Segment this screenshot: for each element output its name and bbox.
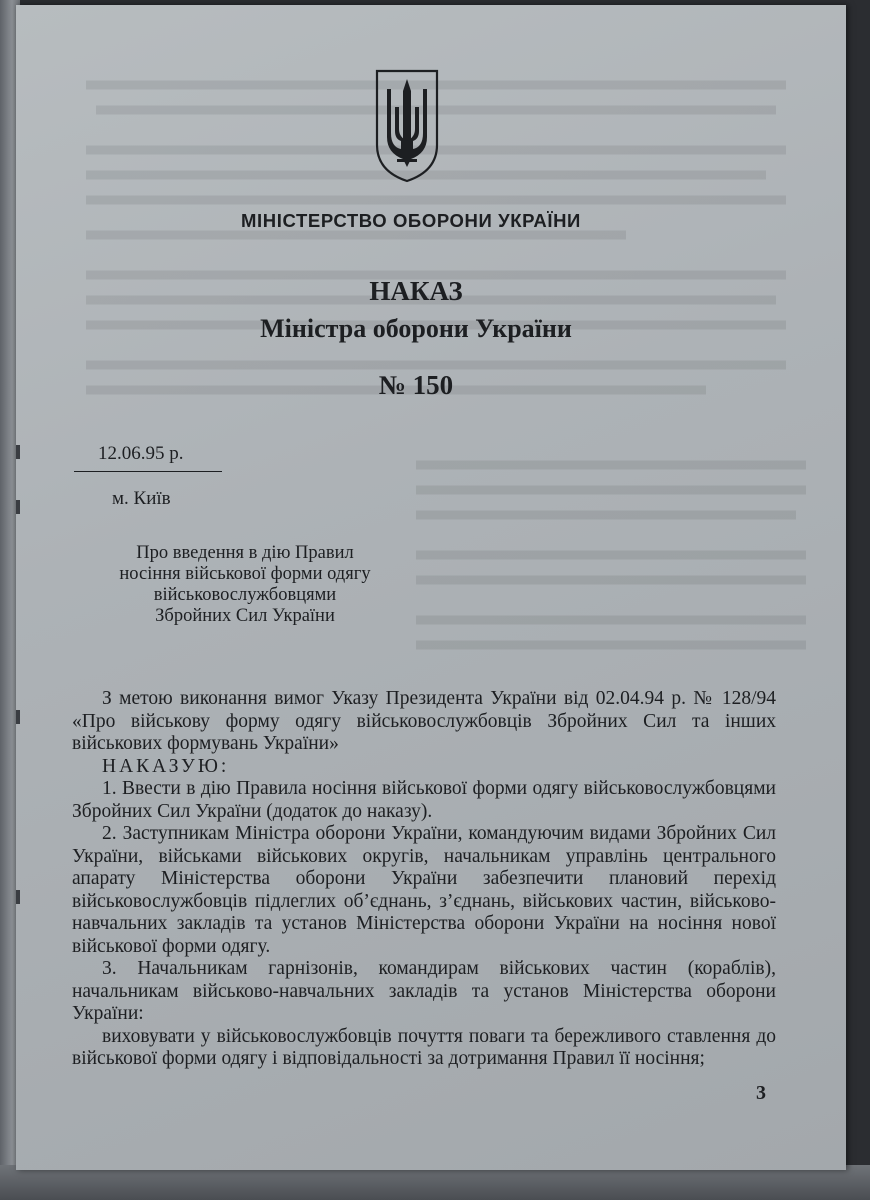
document-page [16, 5, 846, 1170]
item-1: 1. Ввести в дію Правила носіння військової форми одягу військовослужбовцями Збройних Сил України (додаток до наказу). [72, 778, 776, 822]
page-number: 3 [756, 1082, 766, 1104]
order-city: м. Київ [112, 488, 171, 509]
item-3: 3. Начальникам гарнізонів, командирам військових частин (кораблів), начальникам військово-навчальних закладів та установ Міністерства оборони України: [72, 958, 776, 1024]
order-date: 12.06.95 р. [98, 443, 184, 464]
page-edge-mark [16, 445, 20, 459]
order-subject [80, 543, 410, 627]
intro-paragraph: З метою виконання вимог Указу Президента України від 02.04.94 р. № 128/94 «Про військову форму одягу військовослужбовців Збройних Сил та інших військових формувань України» [72, 688, 776, 754]
ministry-heading: МІНІСТЕРСТВО ОБОРОНИ УКРАЇНИ [241, 210, 581, 231]
subject-line: носіння військової форми одягу [119, 564, 371, 584]
date-underline [74, 471, 222, 472]
order-word: НАКАЗУЮ: [102, 755, 230, 777]
page-edge-mark [16, 890, 20, 904]
page-edge-mark [16, 710, 20, 724]
order-body [72, 688, 776, 1071]
subject-line: Про введення в дію Правил [136, 543, 354, 563]
page-edge-mark [16, 500, 20, 514]
subject-line: Збройних Сил України [155, 606, 335, 626]
item-2: 2. Заступникам Міністра оборони України, командуючим видами Збройних Сил України, військами військових округів, начальникам управлінь центрального апарату Міністерства оборони України забезпечити плановий перехід військовослужбовців підлеглих об’єднань, з’єднань, військових частин, військово-навчальних закладів та установ Міністерства оборони України на носіння нової військової форми одягу. [72, 823, 776, 957]
background-bottom-edge [0, 1165, 870, 1200]
item-3a: виховувати у військовослужбовців почуття поваги та бережливого ставлення до військової форми одягу і відповідальності за дотримання Правил її носіння; [72, 1025, 776, 1069]
order-number: № 150 [378, 370, 454, 400]
subject-line: військовослужбовцями [153, 585, 337, 605]
tryzub-emblem-icon [373, 67, 441, 185]
document-title: НАКАЗ [369, 276, 463, 306]
document-subtitle: Міністра оборони України [260, 314, 572, 343]
